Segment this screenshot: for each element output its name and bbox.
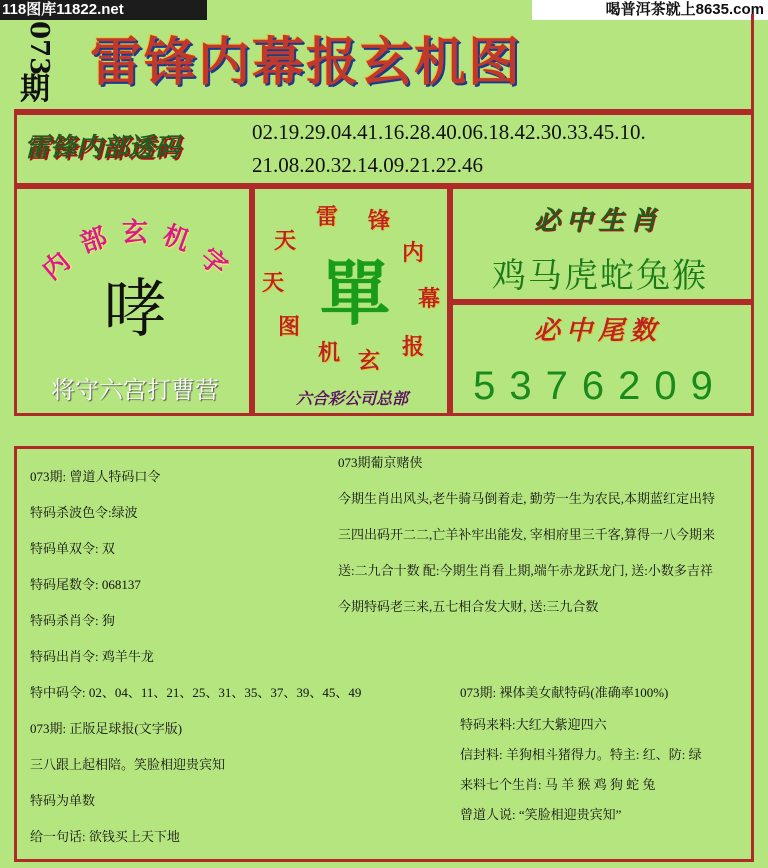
ring-char-6: 玄 <box>358 348 381 374</box>
right-top-line-4: 送:二九合十数 配:今期生肖看上期,端午赤龙跃龙门, 送:小数多吉祥 <box>338 563 713 578</box>
right-top-line-5: 今期特码老三来,五七相合发大财, 送:三九合数 <box>338 599 599 614</box>
right-top-line-1: 073期葡京赌侠 <box>338 455 423 470</box>
tail-value: 5376209 <box>473 364 727 408</box>
site-banner-right[interactable]: 喝普洱茶就上8635.com <box>532 0 768 20</box>
ring-char-5: 报 <box>402 334 425 360</box>
right-top-line-2: 今期生肖出风头,老牛骑马倒着走, 勤劳一生为农民,本期蓝红定出特 <box>338 491 716 506</box>
page-title: 雷锋内幕报玄机图 <box>90 32 523 93</box>
arc-char-5: 字 <box>193 242 234 283</box>
arcane-verse: 将守六宫打曹营 <box>51 376 219 404</box>
issue-num: 073 <box>24 21 54 76</box>
numbers-line-1: 02.19.29.04.41.16.28.40.06.18.42.30.33.45.10. <box>252 120 646 144</box>
right-bottom-line-3: 信封料: 羊狗相斗猪得力。特主: 红、防: 绿 <box>460 747 702 762</box>
left-line-11: 给一句话: 欲钱买上天下地 <box>30 829 180 844</box>
left-line-10: 特码为单数 <box>30 793 96 808</box>
ring-char-4: 幕 <box>418 286 441 312</box>
left-line-3: 特码单双令: 双 <box>30 541 115 556</box>
tail-title: 必中尾数 <box>533 316 662 346</box>
ring-char-9: 天 <box>262 270 285 296</box>
right-bottom-line-4: 来料七个生肖: 马 羊 猴 鸡 狗 蛇 兔 <box>460 777 656 792</box>
left-line-1: 073期: 曾道人特码口令 <box>30 469 161 484</box>
ring-char-7: 机 <box>318 340 341 366</box>
left-line-6: 特码出肖令: 鸡羊牛龙 <box>30 649 154 664</box>
site-banner-left[interactable]: 118图库11822.net <box>0 0 207 20</box>
ring-char-2: 锋 <box>368 208 391 234</box>
left-line-9: 三八跟上起相陪。笑脸相迎贵宾知 <box>30 757 226 772</box>
left-line-7: 特中码令: 02、04、11、21、25、31、35、37、39、45、49 <box>30 685 362 700</box>
arc-char-2: 部 <box>76 222 112 260</box>
arcane-character: 哮 <box>103 273 167 347</box>
ring-char-3: 内 <box>402 240 425 266</box>
center-main-character: 單 <box>320 252 390 335</box>
right-top-line-3: 三四出码开二二,亡羊补牢出能发, 宰相府里三千客,算得一八今期来 <box>338 527 716 542</box>
right-bottom-line-5: 曾道人说: “笑脸相迎贵宾知” <box>460 807 622 822</box>
ring-char-8: 图 <box>278 314 301 340</box>
arc-char-1: 内 <box>37 246 77 287</box>
numbers-label: 雷锋内部透码 <box>24 133 181 163</box>
zodiac-value: 鸡马虎蛇兔猴 <box>492 256 708 296</box>
left-line-8: 073期: 正版足球报(文字版) <box>30 721 183 736</box>
left-line-5: 特码杀肖令: 狗 <box>30 613 115 628</box>
left-line-4: 特码尾数令: 068137 <box>30 577 141 592</box>
right-bottom-line-1: 073期: 裸体美女献特码(准确率100%) <box>460 685 669 700</box>
right-bottom-line-2: 特码来料:大红大紫迎四六 <box>460 717 607 732</box>
arc-char-3: 玄 <box>122 218 149 248</box>
issue-unit: 期 <box>20 72 50 107</box>
left-line-2: 特码杀波色令:绿波 <box>30 505 138 520</box>
numbers-line-2: 21.08.20.32.14.09.21.22.46 <box>252 153 483 177</box>
issue-number <box>20 20 62 112</box>
arc-char-4: 机 <box>158 220 194 258</box>
center-footer: 六合彩公司总部 <box>295 389 408 408</box>
numbers-list <box>252 116 742 182</box>
ring-char-10: 天 <box>274 228 297 254</box>
ring-char-1: 雷 <box>316 204 339 230</box>
zodiac-title: 必中生肖 <box>533 206 662 236</box>
